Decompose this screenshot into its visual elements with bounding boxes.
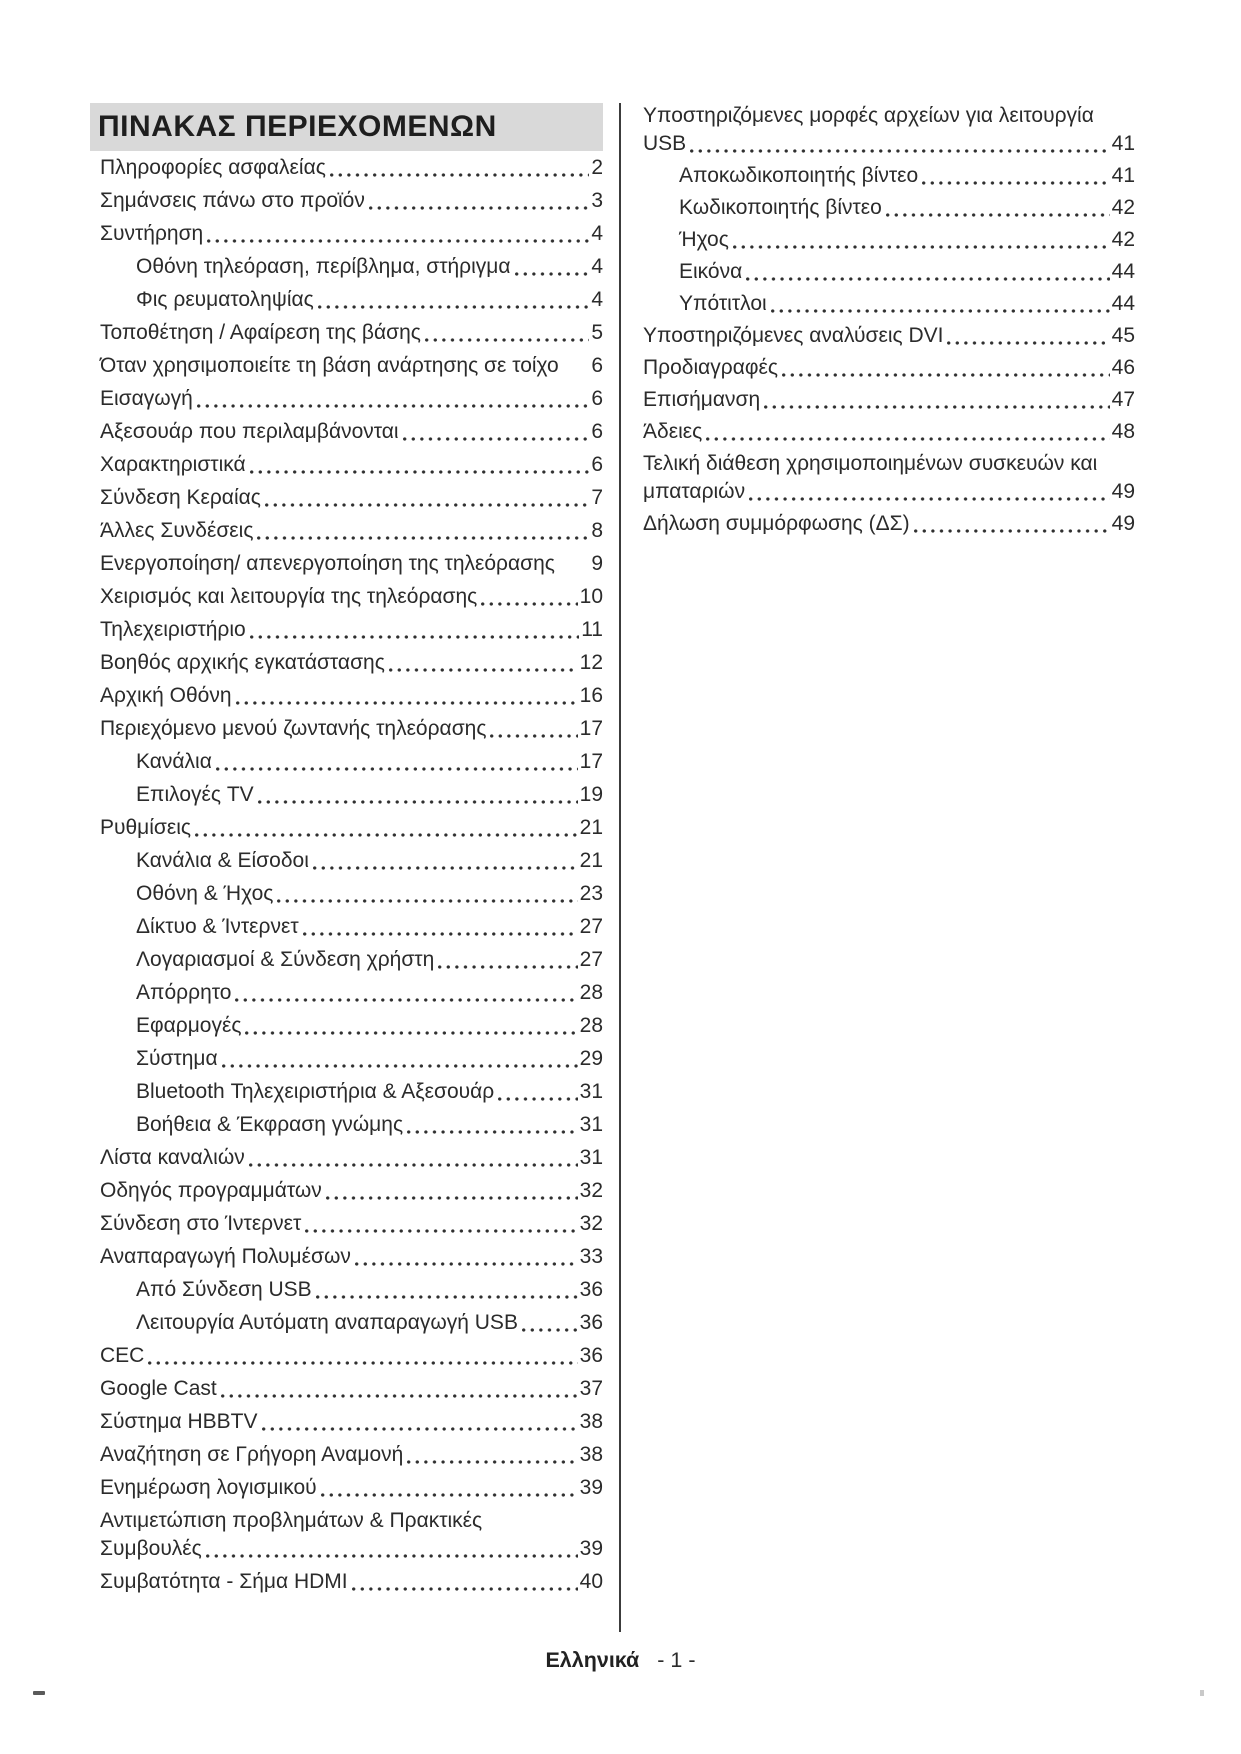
toc-entry — [643, 323, 1135, 349]
toc-entry-label: Αξεσουάρ που περιλαμβάνονται — [100, 420, 399, 443]
toc-entry-page-number: 44 — [1111, 292, 1135, 315]
toc-entry-page-number: 36 — [579, 1278, 603, 1301]
toc-dot-leader — [782, 373, 1110, 377]
toc-entry-page-number: 49 — [1111, 480, 1135, 503]
toc-dot-leader — [352, 1587, 578, 1591]
toc-entry-label: Λίστα καναλιών — [100, 1146, 245, 1169]
toc-entry-page-number: 6 — [591, 420, 603, 443]
toc-dot-leader — [216, 767, 578, 771]
toc-entry-page-number: 21 — [579, 816, 603, 839]
toc-dot-leader — [207, 239, 589, 243]
toc-dot-leader — [947, 341, 1109, 345]
toc-dot-leader — [258, 800, 578, 804]
toc-entry — [100, 683, 603, 709]
toc-dot-leader — [706, 437, 1109, 441]
toc-entry-page-number: 27 — [579, 915, 603, 938]
toc-entry-label: Συμβατότητα - Σήμα HDMI — [100, 1570, 348, 1593]
toc-entry-page-number: 21 — [579, 849, 603, 872]
toc-entry-page-number: 4 — [591, 255, 603, 278]
toc-entry — [100, 254, 603, 280]
toc-dot-leader — [746, 277, 1109, 281]
toc-entry — [100, 617, 603, 643]
toc-entry-label: Από Σύνδεση USB — [136, 1278, 312, 1301]
toc-dot-leader — [438, 965, 577, 969]
toc-entry — [100, 320, 603, 346]
toc-entry-page-number: 31 — [579, 1113, 603, 1136]
toc-right-column — [643, 103, 1135, 543]
toc-entry-page-number: 6 — [591, 453, 603, 476]
toc-entry — [100, 551, 603, 577]
toc-entry-page-number: 37 — [579, 1377, 603, 1400]
toc-entry-label: Πληροφορίες ασφαλείας — [100, 156, 326, 179]
toc-dot-leader — [262, 1427, 578, 1431]
toc-entry-page-number: 27 — [579, 948, 603, 971]
toc-entry-label: Επιλογές TV — [136, 783, 254, 806]
toc-entry-label: μπαταριών — [643, 480, 746, 503]
toc-entry-label: Κωδικοποιητής βίντεο — [679, 196, 882, 219]
toc-entry — [100, 1536, 603, 1562]
toc-dot-leader — [498, 1097, 577, 1101]
toc-entry-page-number: 12 — [579, 651, 603, 674]
toc-entry — [100, 848, 603, 874]
toc-entry-page-number: 32 — [579, 1179, 603, 1202]
toc-entry-label: Τοποθέτηση / Αφαίρεση της βάσης — [100, 321, 421, 344]
toc-entry-page-number: 39 — [579, 1537, 603, 1560]
toc-dot-leader — [303, 932, 578, 936]
toc-dot-leader — [563, 371, 590, 375]
toc-dot-leader — [355, 1262, 578, 1266]
toc-entry — [100, 386, 603, 412]
toc-dot-leader — [369, 206, 589, 210]
toc-dot-leader — [265, 503, 589, 507]
toc-entry — [100, 1112, 603, 1138]
toc-entry-page-number: 4 — [591, 288, 603, 311]
toc-entry — [643, 131, 1135, 157]
toc-entry-label: Bluetooth Τηλεχειριστήρια & Αξεσουάρ — [136, 1080, 495, 1103]
toc-dot-leader — [771, 309, 1110, 313]
toc-entry — [100, 221, 603, 247]
toc-entry-label: USB — [643, 132, 687, 155]
toc-entry-label: Υποστηριζόμενες αναλύσεις DVI — [643, 324, 944, 347]
toc-entry — [100, 716, 603, 742]
scan-artifact-left — [33, 1691, 45, 1695]
toc-dot-leader — [305, 1229, 577, 1233]
toc-left-entries — [90, 155, 603, 1595]
toc-dot-leader — [407, 1130, 578, 1134]
toc-entry-page-number: 6 — [591, 387, 603, 410]
toc-dot-leader — [690, 149, 1109, 153]
toc-entry-label: Χειρισμός και λειτουργία της τηλεόρασης — [100, 585, 478, 608]
toc-entry — [643, 227, 1135, 253]
toc-entry-label: Λειτουργία Αυτόματη αναπαραγωγή USB — [136, 1311, 518, 1334]
toc-entry-page-number: 38 — [579, 1410, 603, 1433]
toc-dot-leader — [313, 866, 578, 870]
toc-entry-page-number: 42 — [1111, 196, 1135, 219]
toc-dot-leader — [318, 305, 590, 309]
toc-entry — [100, 188, 603, 214]
toc-entry-page-number: 36 — [579, 1311, 603, 1334]
toc-entry-page-number: 3 — [591, 189, 603, 212]
toc-entry-label: Λογαριασμοί & Σύνδεση χρήστη — [136, 948, 435, 971]
toc-entry — [100, 1013, 603, 1039]
toc-entry-page-number: 9 — [591, 552, 603, 575]
toc-entry — [100, 1277, 603, 1303]
toc-dot-leader — [195, 833, 578, 837]
toc-entry-page-number: 47 — [1111, 388, 1135, 411]
toc-dot-leader — [326, 1196, 578, 1200]
toc-dot-leader — [321, 1493, 578, 1497]
toc-dot-leader — [257, 536, 589, 540]
toc-entry — [100, 1569, 603, 1595]
toc-dot-leader — [886, 213, 1110, 217]
scan-artifact-right — [1200, 1690, 1204, 1696]
toc-entry-label: Προδιαγραφές — [643, 356, 778, 379]
toc-dot-leader — [221, 1394, 578, 1398]
toc-dot-leader — [250, 635, 579, 639]
toc-entry-page-number: 2 — [591, 156, 603, 179]
toc-entry — [100, 1145, 603, 1171]
toc-dot-leader — [1098, 121, 1133, 125]
toc-entry-page-number: 41 — [1111, 132, 1135, 155]
toc-entry-label: Ενεργοποίηση/ απενεργοποίηση της τηλεόρασης — [100, 552, 555, 575]
toc-entry-label: Εισαγωγή — [100, 387, 193, 410]
toc-entry — [100, 749, 603, 775]
toc-entry — [100, 518, 603, 544]
toc-entry-page-number: 5 — [591, 321, 603, 344]
toc-entry-page-number: 48 — [1111, 420, 1135, 443]
toc-entry — [643, 479, 1135, 505]
toc-entry-page-number: 7 — [591, 486, 603, 509]
toc-entry-label: Εικόνα — [679, 260, 743, 283]
toc-entry — [100, 353, 603, 379]
toc-entry-label: Οδηγός προγραμμάτων — [100, 1179, 322, 1202]
toc-entry-label: Φις ρευματοληψίας — [136, 288, 314, 311]
toc-entry-label: Αναπαραγωγή Πολυμέσων — [100, 1245, 351, 1268]
toc-entry-page-number: 28 — [579, 1014, 603, 1037]
toc-entry — [643, 419, 1135, 445]
toc-entry-page-number: 42 — [1111, 228, 1135, 251]
footer-page-number: - 1 - — [657, 1648, 696, 1672]
toc-dot-leader — [148, 1361, 577, 1365]
toc-entry — [100, 980, 603, 1006]
toc-entry — [643, 451, 1135, 477]
toc-entry — [643, 387, 1135, 413]
toc-entry-label: Άλλες Συνδέσεις — [100, 519, 254, 542]
toc-entry-page-number: 44 — [1111, 260, 1135, 283]
toc-entry-label: Σημάνσεις πάνω στο προϊόν — [100, 189, 365, 212]
toc-entry — [643, 259, 1135, 285]
column-divider — [619, 103, 621, 1632]
toc-entry — [100, 419, 603, 445]
toc-dot-leader — [316, 1295, 578, 1299]
toc-entry-page-number: 17 — [579, 750, 603, 773]
toc-entry — [100, 584, 603, 610]
toc-entry — [100, 287, 603, 313]
toc-entry-label: Βοήθεια & Έκφραση γνώμης — [136, 1113, 404, 1136]
toc-entry — [100, 1343, 603, 1369]
toc-entry-label: Επισήμανση — [643, 388, 761, 411]
toc-dot-leader — [235, 998, 577, 1002]
toc-entry-page-number: 33 — [579, 1245, 603, 1268]
toc-dot-leader — [245, 1031, 577, 1035]
toc-dot-leader — [1101, 469, 1133, 473]
toc-left-column — [90, 103, 603, 1602]
toc-entry-page-number: 39 — [579, 1476, 603, 1499]
toc-dot-leader — [250, 470, 590, 474]
toc-entry-label: Περιεχόμενο μενού ζωντανής τηλεόρασης — [100, 717, 487, 740]
toc-dot-leader — [407, 1460, 577, 1464]
toc-entry-label: Υπότιτλοι — [679, 292, 767, 315]
toc-entry — [100, 815, 603, 841]
toc-entry — [643, 511, 1135, 537]
page-title: ΠΙΝΑΚΑΣ ΠΕΡΙΕΧΟΜΕΝΩΝ — [98, 110, 497, 143]
toc-entry-page-number: 31 — [579, 1080, 603, 1103]
toc-entry — [100, 452, 603, 478]
toc-entry-label: Google Cast — [100, 1377, 217, 1400]
toc-entry — [100, 1508, 603, 1534]
toc-entry-page-number: 40 — [579, 1570, 603, 1593]
toc-dot-leader — [733, 245, 1110, 249]
toc-entry — [100, 1442, 603, 1468]
toc-entry-page-number: 45 — [1111, 324, 1135, 347]
toc-entry-label: Δήλωση συμμόρφωσης (ΔΣ) — [643, 512, 910, 535]
toc-entry — [100, 1079, 603, 1105]
toc-entry-page-number: 16 — [579, 684, 603, 707]
toc-entry-label: Οθόνη τηλεόραση, περίβλημα, στήριγμα — [136, 255, 511, 278]
toc-dot-leader — [515, 272, 590, 276]
toc-dot-leader — [403, 437, 590, 441]
toc-dot-leader — [481, 602, 577, 606]
toc-entry-page-number: 49 — [1111, 512, 1135, 535]
toc-entry — [100, 1244, 603, 1270]
toc-entry — [100, 1178, 603, 1204]
toc-entry-label: Βοηθός αρχικής εγκατάστασης — [100, 651, 385, 674]
toc-entry-page-number: 17 — [579, 717, 603, 740]
toc-entry-label: Δίκτυο & Ίντερνετ — [136, 915, 299, 938]
page-footer — [0, 1648, 1241, 1673]
toc-entry-page-number: 38 — [579, 1443, 603, 1466]
toc-dot-leader — [486, 1526, 601, 1530]
toc-entry-label: Αρχική Οθόνη — [100, 684, 232, 707]
toc-dot-leader — [197, 404, 589, 408]
toc-dot-leader — [277, 899, 577, 903]
toc-entry-label: Εφαρμογές — [136, 1014, 242, 1037]
toc-entry-page-number: 29 — [579, 1047, 603, 1070]
toc-entry-label: Όταν χρησιμοποιείτε τη βάση ανάρτησης σε τοίχο — [100, 354, 559, 377]
toc-entry-page-number: 32 — [579, 1212, 603, 1235]
toc-entry-page-number: 46 — [1111, 356, 1135, 379]
toc-entry-label: Χαρακτηριστικά — [100, 453, 246, 476]
toc-entry-page-number: 11 — [581, 618, 603, 641]
toc-dot-leader — [425, 338, 589, 342]
toc-entry-page-number: 6 — [591, 354, 603, 377]
toc-dot-leader — [490, 734, 577, 738]
toc-entry-label: Συμβουλές — [100, 1537, 202, 1560]
toc-entry-label: Αντιμετώπιση προβλημάτων & Πρακτικές — [100, 1509, 483, 1532]
toc-dot-leader — [764, 405, 1109, 409]
toc-entry-label: Αναζήτηση σε Γρήγορη Αναμονή — [100, 1443, 404, 1466]
toc-entry — [100, 1211, 603, 1237]
toc-entry — [100, 155, 603, 181]
toc-entry-label: Απόρρητο — [136, 981, 232, 1004]
toc-entry-page-number: 28 — [579, 981, 603, 1004]
toc-dot-leader — [389, 668, 578, 672]
toc-entry-label: Οθόνη & Ήχος — [136, 882, 274, 905]
toc-right-entries — [643, 103, 1135, 537]
toc-entry-label: Τηλεχειριστήριο — [100, 618, 246, 641]
toc-entry-page-number: 36 — [579, 1344, 603, 1367]
toc-entry-label: Τελική διάθεση χρησιμοποιημένων συσκευών και — [643, 452, 1098, 475]
toc-dot-leader — [330, 173, 589, 177]
toc-entry-label: Κανάλια — [136, 750, 212, 773]
toc-entry — [100, 1046, 603, 1072]
toc-entry-label: Άδειες — [643, 420, 703, 443]
toc-entry-label: Κανάλια & Είσοδοι — [136, 849, 309, 872]
toc-entry-page-number: 19 — [579, 783, 603, 806]
toc-entry — [643, 355, 1135, 381]
toc-entry — [643, 163, 1135, 189]
toc-entry — [100, 485, 603, 511]
toc-entry — [100, 1310, 603, 1336]
toc-entry — [100, 914, 603, 940]
toc-entry-label: CEC — [100, 1344, 145, 1367]
toc-entry-label: Σύστημα HBBTV — [100, 1410, 258, 1433]
toc-entry-label: Σύνδεση Κεραίας — [100, 486, 261, 509]
toc-dot-leader — [249, 1163, 578, 1167]
toc-dot-leader — [922, 181, 1109, 185]
toc-entry-page-number: 31 — [579, 1146, 603, 1169]
toc-entry — [100, 650, 603, 676]
toc-entry — [100, 1475, 603, 1501]
toc-entry-page-number: 10 — [579, 585, 603, 608]
toc-dot-leader — [222, 1064, 578, 1068]
toc-entry-label: Σύνδεση στο Ίντερνετ — [100, 1212, 302, 1235]
toc-entry-label: Ενημέρωση λογισμικού — [100, 1476, 317, 1499]
toc-entry — [100, 1376, 603, 1402]
toc-entry — [100, 782, 603, 808]
toc-dot-leader — [522, 1328, 578, 1332]
footer-language-label: Ελληνικά — [545, 1648, 640, 1672]
toc-entry-page-number: 23 — [579, 882, 603, 905]
toc-entry-label: Ρυθμίσεις — [100, 816, 192, 839]
toc-entry-label: Σύστημα — [136, 1047, 218, 1070]
toc-entry — [100, 881, 603, 907]
toc-entry-label: Συντήρηση — [100, 222, 204, 245]
toc-entry-page-number: 41 — [1111, 164, 1135, 187]
toc-entry — [100, 1409, 603, 1435]
toc-dot-leader — [206, 1554, 578, 1558]
toc-entry — [643, 103, 1135, 129]
toc-entry-label: Υποστηριζόμενες μορφές αρχείων για λειτουργία — [643, 104, 1094, 127]
toc-title-bar — [90, 103, 603, 151]
toc-entry-page-number: 8 — [591, 519, 603, 542]
toc-entry — [100, 947, 603, 973]
toc-dot-leader — [559, 569, 589, 573]
toc-entry-label: Ήχος — [679, 228, 729, 251]
toc-entry-page-number: 4 — [591, 222, 603, 245]
toc-dot-leader — [236, 701, 578, 705]
toc-entry — [643, 291, 1135, 317]
toc-entry-label: Αποκωδικοποιητής βίντεο — [679, 164, 919, 187]
toc-entry — [643, 195, 1135, 221]
toc-dot-leader — [749, 497, 1110, 501]
toc-dot-leader — [914, 529, 1110, 533]
